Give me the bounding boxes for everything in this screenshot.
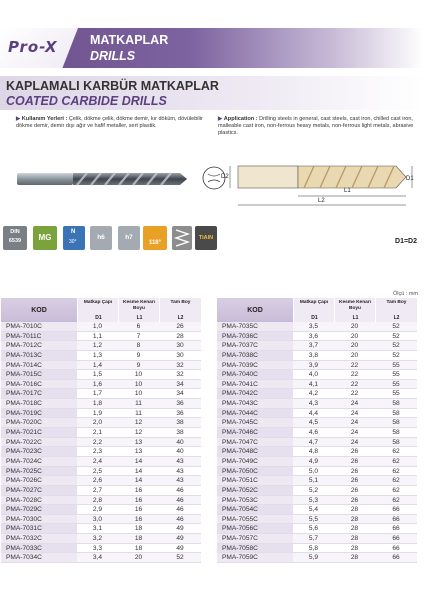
- cell-code: PMA-7024C: [1, 457, 77, 466]
- coating-icon: TiAlN: [195, 226, 217, 250]
- cell-diameter: 5,3: [308, 496, 319, 504]
- flute-type-icon: [172, 226, 192, 250]
- table-row: [217, 418, 417, 428]
- table-body: [217, 322, 417, 563]
- cell-overall-length: 36: [176, 409, 184, 417]
- cell-overall-length: 32: [176, 361, 184, 369]
- table-row: [1, 553, 201, 563]
- cell-code: PMA-7023C: [1, 447, 77, 456]
- cell-overall-length: 49: [176, 525, 184, 533]
- cell-cutting-length: 24: [350, 429, 359, 437]
- cell-diameter: 1,4: [92, 361, 103, 369]
- cell-diameter: 1,2: [92, 342, 103, 350]
- cell-cutting-length: 16: [134, 515, 143, 523]
- cell-code: PMA-7014C: [1, 361, 77, 370]
- table-row: [217, 341, 417, 351]
- cell-diameter: 4,8: [308, 448, 319, 456]
- cell-code: PMA-7045C: [217, 418, 293, 427]
- cell-cutting-length: 20: [350, 332, 359, 340]
- cell-diameter: 1,3: [92, 351, 103, 359]
- cell-overall-length: 62: [392, 448, 400, 456]
- cell-code: PMA-7050C: [217, 467, 293, 476]
- cell-diameter: 2,7: [92, 486, 103, 494]
- unit-label: Ölçü : mm: [392, 291, 418, 297]
- section-title-tr: KAPLAMALI KARBÜR MATKAPLAR: [6, 79, 219, 93]
- cell-code: PMA-7018C: [1, 399, 77, 408]
- header-title-tr: MATKAPLAR: [90, 33, 169, 47]
- diameter-tolerance-icon: h7: [118, 226, 140, 250]
- cell-overall-length: 66: [392, 506, 400, 514]
- cell-overall-length: 66: [392, 554, 400, 562]
- cell-overall-length: 52: [392, 351, 400, 359]
- usage-block: [16, 116, 211, 130]
- cell-overall-length: 58: [392, 409, 400, 417]
- table-row: [217, 476, 417, 486]
- cell-cutting-length: 22: [350, 361, 359, 369]
- cell-diameter: 5,8: [308, 544, 319, 552]
- cell-diameter: 3,3: [92, 544, 103, 552]
- table-body: [1, 322, 201, 563]
- spec-icons-row: [3, 224, 423, 256]
- cell-overall-length: 38: [176, 419, 184, 427]
- cell-code: PMA-7035C: [217, 322, 293, 331]
- cell-overall-length: 28: [176, 332, 184, 340]
- cell-code: PMA-7028C: [1, 496, 77, 505]
- cell-overall-length: 55: [392, 361, 400, 369]
- bullet-icon: ▶: [16, 116, 21, 122]
- schematic-l2-label: L2: [318, 198, 325, 204]
- cell-diameter: 2,1: [92, 429, 103, 437]
- cell-diameter: 3,1: [92, 525, 103, 533]
- table-row: [217, 351, 417, 361]
- cell-overall-length: 52: [392, 332, 400, 340]
- table-row: [217, 380, 417, 390]
- cell-diameter: 4,0: [308, 371, 319, 379]
- table-row: [1, 505, 201, 515]
- cell-cutting-length: 28: [350, 544, 359, 552]
- cell-cutting-length: 18: [134, 525, 143, 533]
- cell-code: PMA-7042C: [217, 389, 293, 398]
- cell-diameter: 3,7: [308, 342, 319, 350]
- application-text: Drilling steels in general, cast steels, cast iron, chilled cast iron, malleable cast iron, non-ferrous heavy metals, non-ferrous light metals, abrasive plastics.: [218, 116, 414, 136]
- cell-overall-length: 66: [392, 525, 400, 533]
- application-label: Application :: [223, 116, 258, 122]
- table-row: [217, 467, 417, 477]
- cell-diameter: 3,8: [308, 351, 319, 359]
- cell-code: PMA-7010C: [1, 322, 77, 331]
- helix-angle-icon: N 30°: [63, 226, 85, 250]
- table-row: [217, 496, 417, 506]
- drill-table-right: [217, 298, 417, 563]
- table-row: [217, 361, 417, 371]
- cell-code: PMA-7027C: [1, 486, 77, 495]
- cell-diameter: 5,9: [308, 554, 319, 562]
- table-row: [217, 524, 417, 534]
- cell-diameter: 2,6: [92, 477, 103, 485]
- table-row: [1, 534, 201, 544]
- cell-diameter: 1,0: [92, 323, 103, 330]
- cell-cutting-length: 9: [136, 351, 141, 359]
- header-overall-length: Tam Boy L2: [375, 298, 417, 322]
- cell-diameter: 2,9: [92, 506, 103, 514]
- cell-cutting-length: 20: [350, 323, 359, 330]
- table-row: [1, 457, 201, 467]
- cell-code: PMA-7043C: [217, 399, 293, 408]
- drill-image: [15, 167, 190, 191]
- cell-diameter: 3,2: [92, 535, 103, 543]
- cell-cutting-length: 12: [134, 429, 143, 437]
- header-kod: KOD: [1, 298, 77, 322]
- cell-diameter: 2,4: [92, 457, 103, 465]
- cell-diameter: 3,4: [92, 554, 103, 562]
- usage-text: Çelik, dökme çelik, dökme demir, kır döküm, dövülebilir dökme demir, demir dışı ağır ve hafif metaller, sert plastik.: [16, 116, 203, 129]
- cell-diameter: 2,5: [92, 467, 103, 475]
- cell-diameter: 1,7: [92, 390, 103, 398]
- cell-cutting-length: 26: [350, 467, 359, 475]
- cell-overall-length: 40: [176, 438, 184, 446]
- cell-cutting-length: 28: [350, 506, 359, 514]
- cell-cutting-length: 16: [134, 496, 143, 504]
- cell-cutting-length: 22: [350, 390, 359, 398]
- cell-overall-length: 55: [392, 371, 400, 379]
- cell-code: PMA-7053C: [217, 496, 293, 505]
- section-title-en: COATED CARBIDE DRILLS: [6, 94, 167, 108]
- cell-code: PMA-7036C: [217, 332, 293, 341]
- cell-overall-length: 58: [392, 429, 400, 437]
- cell-code: PMA-7048C: [217, 447, 293, 456]
- cell-code: PMA-7047C: [217, 438, 293, 447]
- cell-overall-length: 34: [176, 380, 184, 388]
- cell-overall-length: 66: [392, 535, 400, 543]
- header-title-en: DRILLS: [90, 49, 136, 63]
- cell-overall-length: 26: [176, 323, 184, 330]
- table-row: [217, 534, 417, 544]
- cell-cutting-length: 28: [350, 554, 359, 562]
- cell-code: PMA-7033C: [1, 544, 77, 553]
- cell-cutting-length: 12: [134, 419, 143, 427]
- cell-code: PMA-7052C: [217, 486, 293, 495]
- cell-overall-length: 55: [392, 390, 400, 398]
- cell-overall-length: 62: [392, 486, 400, 494]
- cell-code: PMA-7034C: [1, 553, 77, 562]
- cell-code: PMA-7017C: [1, 389, 77, 398]
- brand-logo: Pro-X: [8, 38, 58, 56]
- header-cutting-length: Kesme Kenarı Boyu L1: [118, 298, 159, 322]
- cell-overall-length: 36: [176, 400, 184, 408]
- cell-overall-length: 46: [176, 496, 184, 504]
- cell-cutting-length: 6: [136, 323, 141, 330]
- point-angle-icon: 118°: [143, 226, 167, 250]
- header-banner: [0, 28, 424, 68]
- cell-code: PMA-7059C: [217, 553, 293, 562]
- cell-cutting-length: 24: [350, 438, 359, 446]
- cell-overall-length: 62: [392, 457, 400, 465]
- cell-cutting-length: 24: [350, 409, 359, 417]
- header-diameter: Matkap Çapı D1: [293, 298, 334, 322]
- drill-schematic: [200, 150, 418, 210]
- cell-overall-length: 43: [176, 457, 184, 465]
- cell-cutting-length: 8: [136, 342, 141, 350]
- shank-tolerance-icon: h6: [90, 226, 112, 250]
- cell-cutting-length: 7: [136, 332, 141, 340]
- cell-diameter: 3,6: [308, 332, 319, 340]
- section-title-bar: [0, 76, 424, 110]
- header-kod: KOD: [217, 298, 293, 322]
- cell-code: PMA-7012C: [1, 341, 77, 350]
- cell-overall-length: 40: [176, 448, 184, 456]
- diameter-relation: D1=D2: [395, 238, 417, 245]
- table-row: [1, 428, 201, 438]
- table-row: [217, 553, 417, 563]
- cell-cutting-length: 26: [350, 448, 359, 456]
- cell-code: PMA-7019C: [1, 409, 77, 418]
- cell-overall-length: 30: [176, 342, 184, 350]
- cell-code: PMA-7031C: [1, 524, 77, 533]
- cell-code: PMA-7037C: [217, 341, 293, 350]
- din-standard-icon: DIN 6539: [3, 226, 27, 250]
- table-row: [1, 544, 201, 554]
- usage-label: Kullanım Yerleri :: [21, 116, 68, 122]
- cell-code: PMA-7013C: [1, 351, 77, 360]
- cell-diameter: 5,1: [308, 477, 319, 485]
- cell-diameter: 4,9: [308, 457, 319, 465]
- cell-diameter: 4,4: [308, 409, 319, 417]
- cell-code: PMA-7046C: [217, 428, 293, 437]
- table-row: [1, 418, 201, 428]
- cell-diameter: 1,5: [92, 371, 103, 379]
- cell-code: PMA-7011C: [1, 332, 77, 341]
- cell-overall-length: 62: [392, 477, 400, 485]
- cell-cutting-length: 24: [350, 400, 359, 408]
- cell-cutting-length: 16: [134, 506, 143, 514]
- cell-diameter: 4,7: [308, 438, 319, 446]
- cell-code: PMA-7054C: [217, 505, 293, 514]
- bullet-icon: ▶: [218, 116, 223, 122]
- cell-cutting-length: 9: [136, 361, 141, 369]
- cell-code: PMA-7040C: [217, 370, 293, 379]
- cell-diameter: 5,5: [308, 515, 319, 523]
- cell-overall-length: 49: [176, 544, 184, 552]
- drill-table-left: [1, 298, 201, 563]
- table-row: [1, 476, 201, 486]
- table-row: [217, 447, 417, 457]
- table-row: [1, 351, 201, 361]
- cell-overall-length: 30: [176, 351, 184, 359]
- cell-diameter: 3,5: [308, 323, 319, 330]
- schematic-l1-label: L1: [344, 188, 351, 194]
- cell-overall-length: 66: [392, 515, 400, 523]
- cell-cutting-length: 26: [350, 486, 359, 494]
- cell-cutting-length: 10: [134, 380, 143, 388]
- cell-cutting-length: 18: [134, 535, 143, 543]
- table-row: [1, 361, 201, 371]
- table-row: [217, 409, 417, 419]
- table-row: [1, 447, 201, 457]
- cell-cutting-length: 26: [350, 496, 359, 504]
- header-cutting-length: Kesme Kenarı Boyu L1: [334, 298, 375, 322]
- cell-overall-length: 52: [176, 554, 184, 562]
- cell-cutting-length: 20: [350, 342, 359, 350]
- cell-diameter: 4,6: [308, 429, 319, 437]
- cell-code: PMA-7049C: [217, 457, 293, 466]
- cell-cutting-length: 24: [350, 419, 359, 427]
- cell-cutting-length: 26: [350, 457, 359, 465]
- header-diameter: Matkap Çapı D1: [77, 298, 118, 322]
- cell-code: PMA-7057C: [217, 534, 293, 543]
- table-row: [1, 332, 201, 342]
- cell-overall-length: 46: [176, 506, 184, 514]
- cell-code: PMA-7058C: [217, 544, 293, 553]
- cell-code: PMA-7051C: [217, 476, 293, 485]
- cell-overall-length: 32: [176, 371, 184, 379]
- table-row: [1, 524, 201, 534]
- table-row: [1, 370, 201, 380]
- cell-diameter: 2,2: [92, 438, 103, 446]
- cell-diameter: 1,6: [92, 380, 103, 388]
- table-row: [217, 322, 417, 332]
- table-row: [217, 515, 417, 525]
- cell-code: PMA-7015C: [1, 370, 77, 379]
- cell-code: PMA-7039C: [217, 361, 293, 370]
- table-row: [217, 428, 417, 438]
- cell-diameter: 5,6: [308, 525, 319, 533]
- cell-diameter: 4,1: [308, 380, 319, 388]
- cell-cutting-length: 16: [134, 486, 143, 494]
- cell-diameter: 5,2: [308, 486, 319, 494]
- cell-diameter: 4,5: [308, 419, 319, 427]
- cell-diameter: 5,0: [308, 467, 319, 475]
- cell-diameter: 5,4: [308, 506, 319, 514]
- cell-overall-length: 34: [176, 390, 184, 398]
- table-header: [217, 298, 417, 322]
- table-row: [1, 409, 201, 419]
- cell-code: PMA-7020C: [1, 418, 77, 427]
- cell-cutting-length: 14: [134, 477, 143, 485]
- cell-overall-length: 46: [176, 515, 184, 523]
- cell-code: PMA-7029C: [1, 505, 77, 514]
- cell-overall-length: 52: [392, 342, 400, 350]
- cell-code: PMA-7055C: [217, 515, 293, 524]
- cell-overall-length: 58: [392, 400, 400, 408]
- table-row: [1, 389, 201, 399]
- cell-cutting-length: 28: [350, 515, 359, 523]
- table-row: [1, 341, 201, 351]
- table-row: [217, 486, 417, 496]
- cell-diameter: 3,0: [92, 515, 103, 523]
- cell-code: PMA-7025C: [1, 467, 77, 476]
- table-row: [217, 505, 417, 515]
- cell-diameter: 2,8: [92, 496, 103, 504]
- cell-code: PMA-7016C: [1, 380, 77, 389]
- cell-cutting-length: 22: [350, 380, 359, 388]
- cell-diameter: 4,3: [308, 400, 319, 408]
- table-row: [217, 399, 417, 409]
- cell-diameter: 4,2: [308, 390, 319, 398]
- cell-cutting-length: 18: [134, 544, 143, 552]
- table-row: [1, 467, 201, 477]
- table-row: [217, 457, 417, 467]
- material-grade-icon: MG: [33, 226, 57, 250]
- cell-code: PMA-7041C: [217, 380, 293, 389]
- table-row: [217, 438, 417, 448]
- table-row: [1, 380, 201, 390]
- header-overall-length: Tam Boy L2: [159, 298, 201, 322]
- cell-code: PMA-7030C: [1, 515, 77, 524]
- schematic-d2-label: D2: [221, 174, 229, 180]
- table-row: [217, 332, 417, 342]
- table-row: [217, 389, 417, 399]
- cell-cutting-length: 20: [350, 351, 359, 359]
- table-row: [1, 496, 201, 506]
- cell-diameter: 5,7: [308, 535, 319, 543]
- cell-diameter: 2,0: [92, 419, 103, 427]
- cell-cutting-length: 28: [350, 525, 359, 533]
- table-row: [217, 544, 417, 554]
- cell-overall-length: 66: [392, 544, 400, 552]
- table-row: [1, 486, 201, 496]
- cell-cutting-length: 14: [134, 467, 143, 475]
- cell-overall-length: 58: [392, 438, 400, 446]
- cell-diameter: 1,8: [92, 400, 103, 408]
- cell-code: PMA-7032C: [1, 534, 77, 543]
- cell-overall-length: 55: [392, 380, 400, 388]
- application-block: [218, 116, 423, 137]
- table-header: [1, 298, 201, 322]
- cell-overall-length: 43: [176, 477, 184, 485]
- cell-diameter: 1,9: [92, 409, 103, 417]
- cell-overall-length: 58: [392, 419, 400, 427]
- cell-diameter: 1,1: [92, 332, 103, 340]
- cell-overall-length: 62: [392, 467, 400, 475]
- cell-code: PMA-7022C: [1, 438, 77, 447]
- cell-code: PMA-7026C: [1, 476, 77, 485]
- cell-cutting-length: 13: [134, 438, 143, 446]
- cell-code: PMA-7021C: [1, 428, 77, 437]
- cell-cutting-length: 11: [135, 400, 142, 408]
- cell-overall-length: 49: [176, 535, 184, 543]
- cell-cutting-length: 13: [134, 448, 143, 456]
- cell-overall-length: 43: [176, 467, 184, 475]
- cell-diameter: 3,9: [308, 361, 319, 369]
- cell-overall-length: 52: [392, 323, 400, 330]
- schematic-d1-label: D1: [406, 176, 414, 182]
- cell-cutting-length: 10: [134, 371, 143, 379]
- cell-cutting-length: 28: [350, 535, 359, 543]
- table-row: [1, 438, 201, 448]
- cell-overall-length: 38: [176, 429, 184, 437]
- cell-cutting-length: 10: [134, 390, 143, 398]
- cell-diameter: 2,3: [92, 448, 103, 456]
- table-row: [1, 399, 201, 409]
- cell-cutting-length: 11: [135, 409, 142, 417]
- table-row: [217, 370, 417, 380]
- cell-cutting-length: 14: [134, 457, 143, 465]
- cell-code: PMA-7056C: [217, 524, 293, 533]
- cell-cutting-length: 26: [350, 477, 359, 485]
- cell-cutting-length: 20: [134, 554, 143, 562]
- cell-code: PMA-7038C: [217, 351, 293, 360]
- table-row: [1, 322, 201, 332]
- cell-code: PMA-7044C: [217, 409, 293, 418]
- cell-overall-length: 46: [176, 486, 184, 494]
- cell-cutting-length: 22: [350, 371, 359, 379]
- cell-overall-length: 62: [392, 496, 400, 504]
- table-row: [1, 515, 201, 525]
